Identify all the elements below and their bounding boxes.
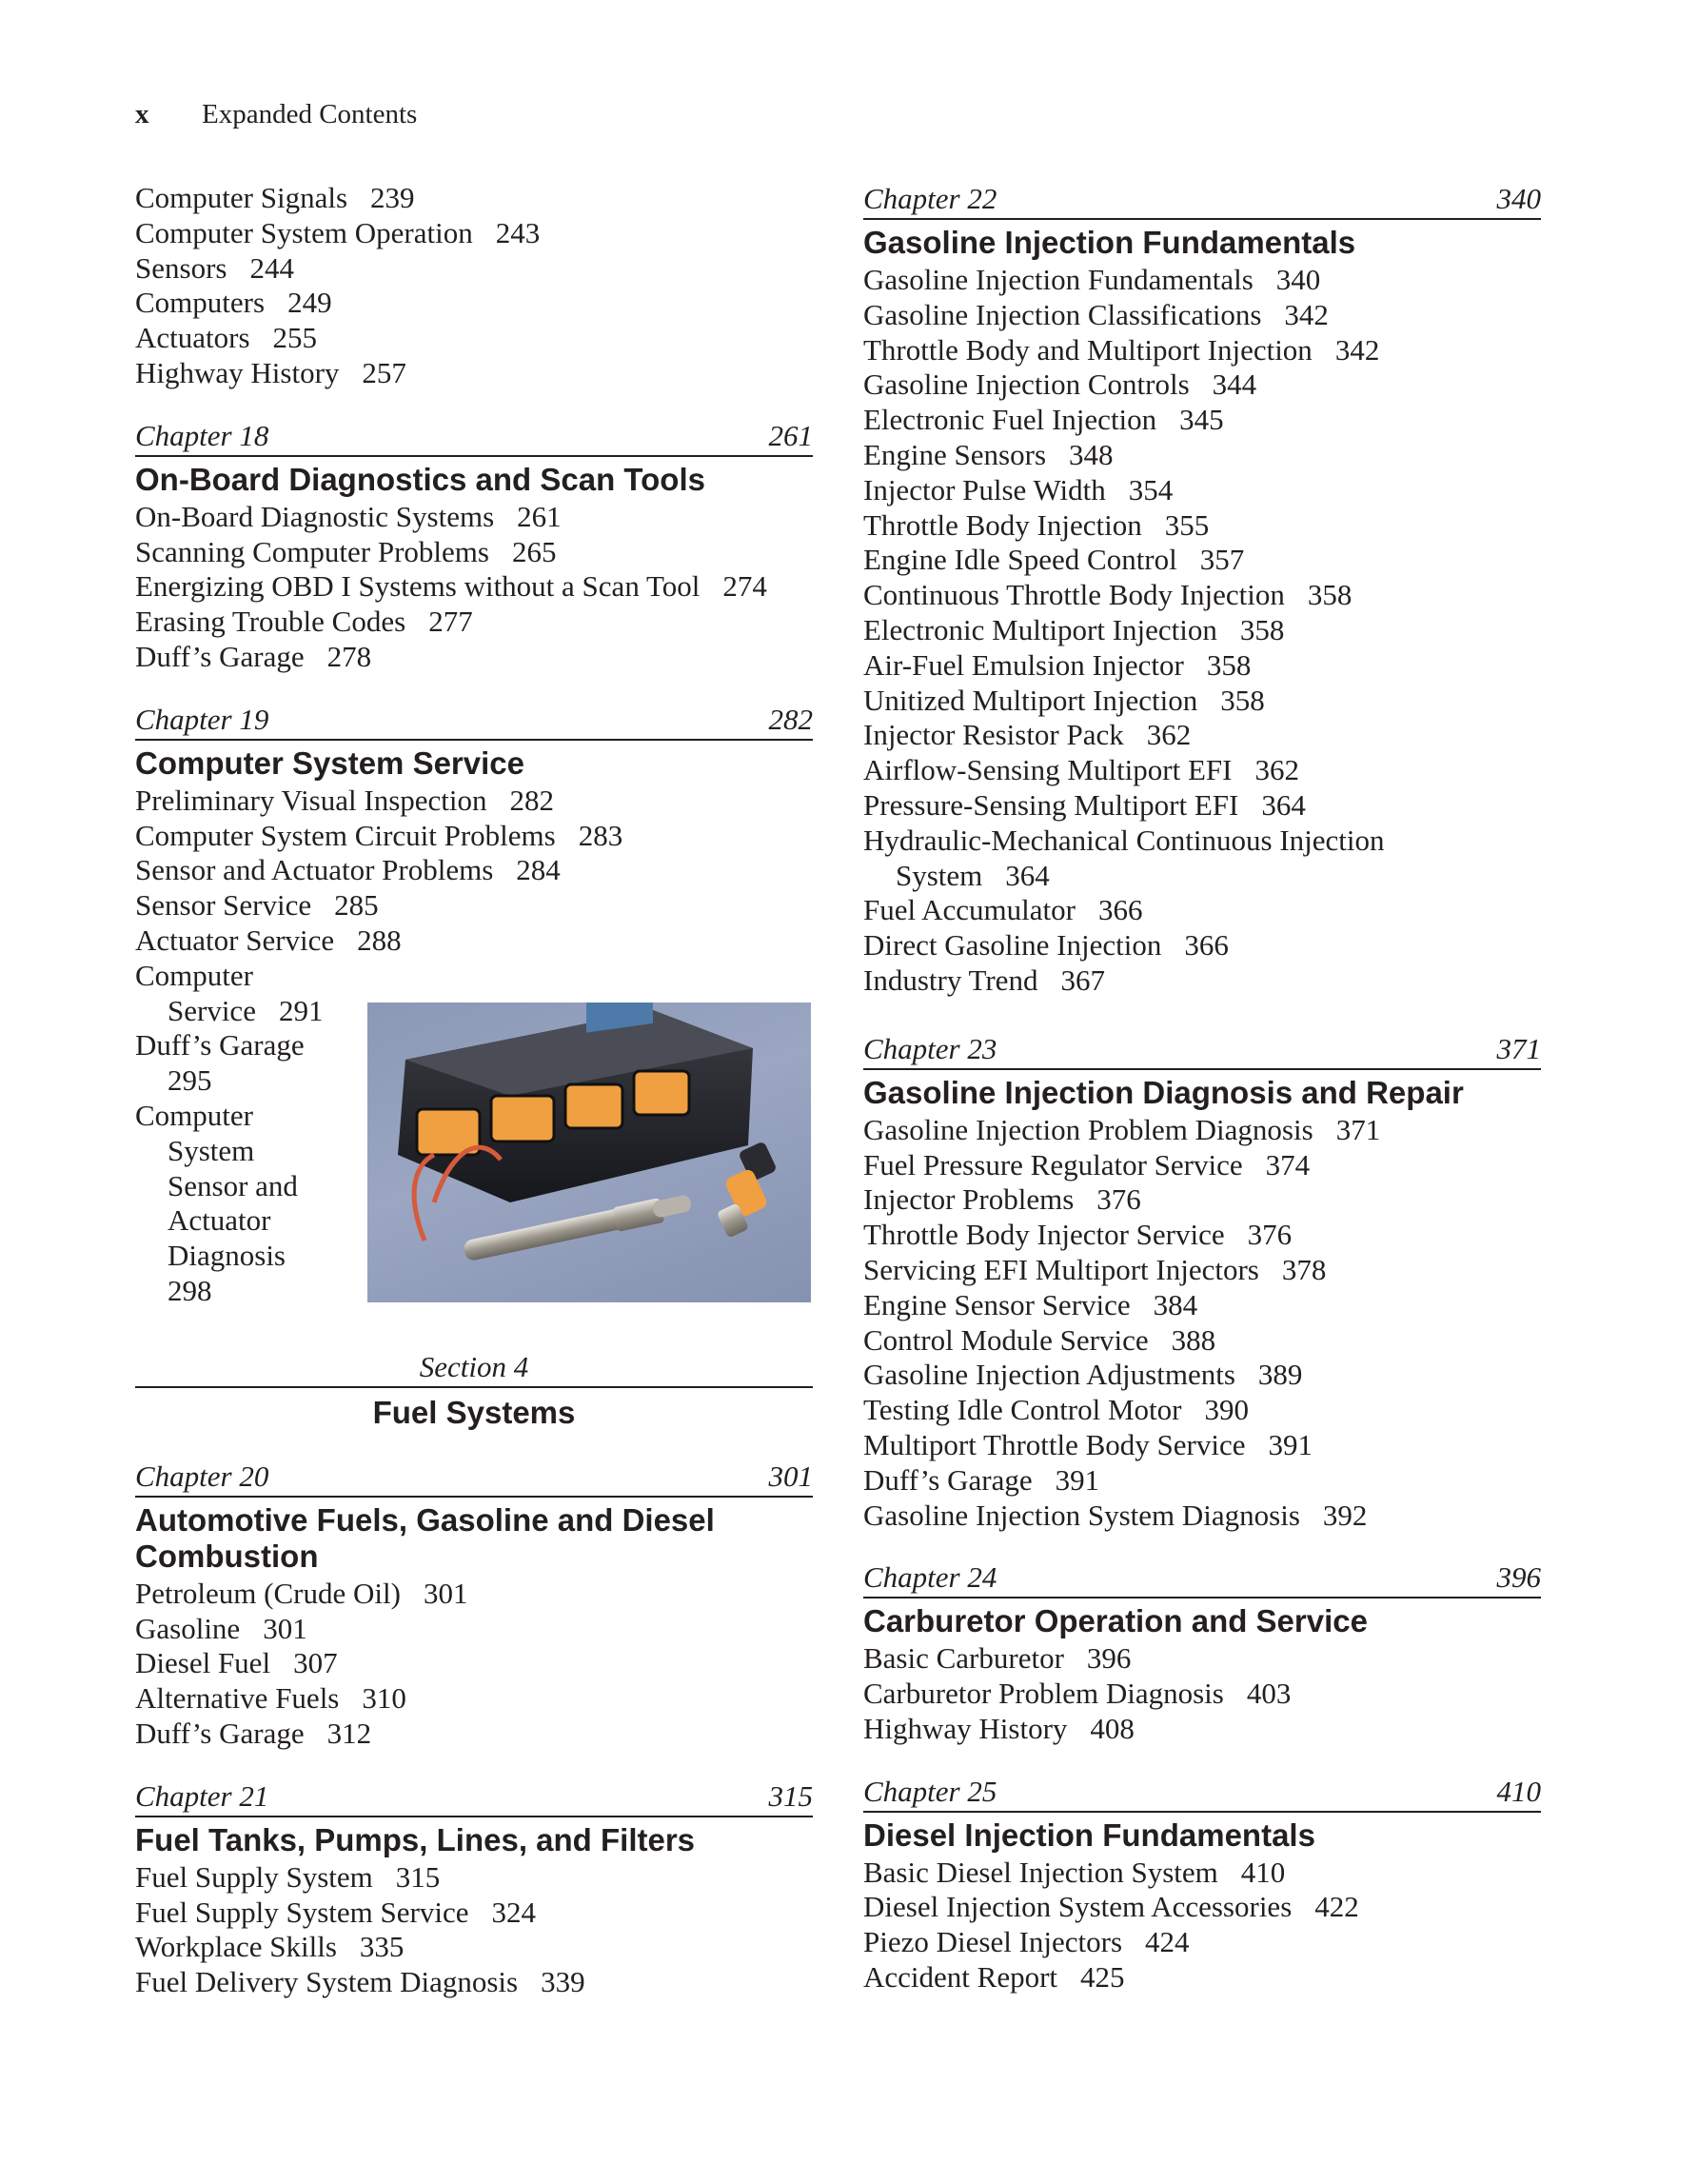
toc-entry[interactable]: Pressure-Sensing Multiport EFI 364 (863, 787, 1306, 822)
chapter-23 (863, 1031, 1541, 1534)
toc-entry[interactable]: Multiport Throttle Body Service 391 (863, 1427, 1313, 1461)
chapter-title[interactable]: Fuel Tanks, Pumps, Lines, and Filters (135, 1821, 696, 1857)
toc-entry[interactable]: Sensor Service 285 (135, 888, 379, 923)
toc-entry-page[interactable]: 295 (168, 1063, 212, 1098)
toc-entry[interactable]: Computer Signals 239 (135, 181, 415, 214)
continued-entries (135, 181, 813, 391)
chapter-title[interactable]: Carburetor Operation and Service (863, 1603, 1368, 1639)
toc-entry[interactable]: Scanning Computer Problems 265 (135, 534, 557, 568)
toc-entry[interactable]: Computer (135, 958, 253, 992)
chapter-header: Chapter 25 410 (863, 1774, 1541, 1813)
toc-entry-continued[interactable]: Service 291 (168, 993, 324, 1027)
toc-entry[interactable]: Alternative Fuels 310 (135, 1681, 406, 1716)
toc-entry-continued[interactable]: Actuator (168, 1203, 271, 1238)
chapter-22 (863, 181, 1541, 999)
chapter-title[interactable]: On-Board Diagnostics and Scan Tools (135, 461, 705, 497)
toc-entry[interactable]: Accident Report 425 (863, 1960, 1125, 1995)
toc-entry[interactable]: Duff’s Garage 391 (863, 1462, 1100, 1497)
toc-entry-continued[interactable]: System 364 (896, 858, 1050, 892)
toc-entry[interactable]: Gasoline Injection Adjustments 389 (863, 1358, 1303, 1392)
toc-entry[interactable]: Sensors 244 (135, 250, 294, 285)
toc-entry-continued[interactable]: Diagnosis (168, 1239, 286, 1273)
toc-entry[interactable]: Engine Sensors 348 (863, 437, 1114, 471)
toc-entry[interactable]: Actuator Service 288 (135, 923, 402, 957)
toc-entry[interactable]: Throttle Body Injector Service 376 (863, 1218, 1293, 1252)
toc-entry[interactable]: Basic Carburetor 396 (863, 1641, 1132, 1676)
wrapped-entries (135, 959, 364, 1309)
toc-entry[interactable]: Computer System Operation 243 (135, 215, 541, 249)
toc-entry[interactable]: Control Module Service 388 (863, 1322, 1216, 1357)
toc-entry[interactable]: Fuel Supply System Service 324 (135, 1895, 536, 1929)
toc-entry[interactable]: Direct Gasoline Injection 366 (863, 928, 1229, 963)
toc-entry[interactable]: Continuous Throttle Body Injection 358 (863, 578, 1352, 612)
toc-entry[interactable]: Petroleum (Crude Oil) 301 (135, 1576, 468, 1610)
toc-entry[interactable]: Sensor and Actuator Problems 284 (135, 853, 561, 887)
section-label: Section 4 (135, 1349, 813, 1388)
toc-entry[interactable]: Computer (135, 1098, 253, 1132)
toc-entry[interactable]: Throttle Body and Multiport Injection 342 (863, 332, 1380, 367)
toc-entry[interactable]: Gasoline Injection Classifications 342 (863, 297, 1329, 331)
toc-entry-continued[interactable]: Sensor and (168, 1168, 298, 1202)
toc-entry[interactable]: Gasoline Injection Problem Diagnosis 371 (863, 1112, 1381, 1146)
ecu-sensor-injector-photo (367, 1003, 811, 1302)
running-head-title: Expanded Contents (202, 99, 418, 129)
chapter-header: Chapter 22 340 (863, 181, 1541, 220)
toc-entry[interactable]: Actuators 255 (135, 321, 318, 355)
toc-entry[interactable]: Electronic Multiport Injection 358 (863, 612, 1285, 646)
toc-entry[interactable]: Basic Diesel Injection System 410 (863, 1855, 1286, 1889)
chapter-25 (863, 1774, 1541, 1995)
toc-entry[interactable]: Hydraulic-Mechanical Continuous Injection (863, 823, 1385, 857)
chapter-header: Chapter 23 371 (863, 1031, 1541, 1070)
chapter-title[interactable]: Gasoline Injection Diagnosis and Repair (863, 1074, 1464, 1110)
chapter-title[interactable]: Gasoline Injection Fundamentals (863, 225, 1356, 260)
toc-entry[interactable]: Diesel Injection System Accessories 422 (863, 1890, 1359, 1924)
chapter-header: Chapter 18 261 (135, 418, 813, 457)
toc-entry[interactable]: Engine Sensor Service 384 (863, 1287, 1198, 1321)
toc-entry[interactable]: Duff’s Garage (135, 1028, 305, 1062)
chapter-20 (135, 1459, 813, 1752)
toc-entry[interactable]: Gasoline 301 (135, 1611, 307, 1645)
toc-entry[interactable]: Injector Pulse Width 354 (863, 472, 1174, 506)
toc-entry[interactable]: Fuel Delivery System Diagnosis 339 (135, 1965, 585, 1999)
toc-entry[interactable]: Servicing EFI Multiport Injectors 378 (863, 1252, 1327, 1286)
section-4 (135, 1349, 813, 1432)
toc-entry[interactable]: Throttle Body Injection 355 (863, 507, 1210, 542)
toc-entry[interactable]: Piezo Diesel Injectors 424 (863, 1925, 1190, 1959)
toc-entry[interactable]: Duff’s Garage 312 (135, 1716, 372, 1750)
chapter-title[interactable]: Computer System Service (135, 745, 525, 781)
toc-entry[interactable]: Unitized Multiport Injection 358 (863, 683, 1265, 717)
toc-entry[interactable]: Fuel Pressure Regulator Service 374 (863, 1147, 1311, 1181)
toc-entry[interactable]: Duff’s Garage 278 (135, 639, 372, 673)
toc-entry[interactable]: Highway History 408 (863, 1711, 1135, 1745)
toc-entry[interactable]: Electronic Fuel Injection 345 (863, 403, 1224, 437)
toc-entry[interactable]: Gasoline Injection Controls 344 (863, 367, 1257, 402)
toc-entry[interactable]: Industry Trend 367 (863, 963, 1105, 997)
toc-entry[interactable]: Erasing Trouble Codes 277 (135, 605, 473, 639)
chapter-title[interactable]: Automotive Fuels, Gasoline and Diesel Combustion (135, 1501, 715, 1574)
chapter-header: Chapter 21 315 (135, 1778, 813, 1817)
toc-entry[interactable]: Gasoline Injection System Diagnosis 392 (863, 1498, 1368, 1532)
toc-entry[interactable]: Injector Resistor Pack 362 (863, 718, 1192, 752)
toc-entry-page[interactable]: 298 (168, 1273, 212, 1307)
toc-entry[interactable]: Highway History 257 (135, 355, 406, 389)
chapter-header: Chapter 20 301 (135, 1459, 813, 1498)
toc-entry[interactable]: Fuel Accumulator 366 (863, 893, 1143, 927)
toc-entry[interactable]: Air-Fuel Emulsion Injector 358 (863, 647, 1252, 682)
toc-entry-continued[interactable]: System (168, 1133, 255, 1167)
chapter-24 (863, 1559, 1541, 1746)
right-column (863, 181, 1541, 1995)
chapter-header: Chapter 19 282 (135, 702, 813, 741)
chapter-21 (135, 1778, 813, 2000)
toc-entry[interactable]: Testing Idle Control Motor 390 (863, 1393, 1249, 1427)
toc-entry[interactable]: Computer System Circuit Problems 283 (135, 818, 623, 852)
toc-entry[interactable]: Computers 249 (135, 286, 332, 320)
running-head (135, 99, 417, 130)
toc-entry[interactable]: Carburetor Problem Diagnosis 403 (863, 1677, 1292, 1711)
toc-entry[interactable]: Engine Idle Speed Control 357 (863, 543, 1245, 577)
section-title[interactable]: Fuel Systems (372, 1394, 576, 1430)
toc-entry[interactable]: Workplace Skills 335 (135, 1930, 405, 1964)
toc-entry[interactable]: Airflow-Sensing Multiport EFI 362 (863, 753, 1299, 787)
page-folio: x (135, 99, 149, 129)
toc-entry[interactable]: Energizing OBD I Systems without a Scan Tool 274 (135, 569, 767, 604)
toc-entry[interactable]: Preliminary Visual Inspection 282 (135, 783, 555, 817)
toc-entry[interactable]: Injector Problems 376 (863, 1182, 1141, 1217)
toc-entry[interactable]: Gasoline Injection Fundamentals 340 (863, 263, 1321, 296)
chapter-header: Chapter 24 396 (863, 1559, 1541, 1598)
toc-entry[interactable]: Diesel Fuel 307 (135, 1646, 338, 1680)
toc-entry[interactable]: On-Board Diagnostic Systems 261 (135, 499, 562, 533)
toc-entry[interactable]: Fuel Supply System 315 (135, 1859, 441, 1894)
chapter-18 (135, 418, 813, 675)
chapter-title[interactable]: Diesel Injection Fundamentals (863, 1817, 1315, 1853)
